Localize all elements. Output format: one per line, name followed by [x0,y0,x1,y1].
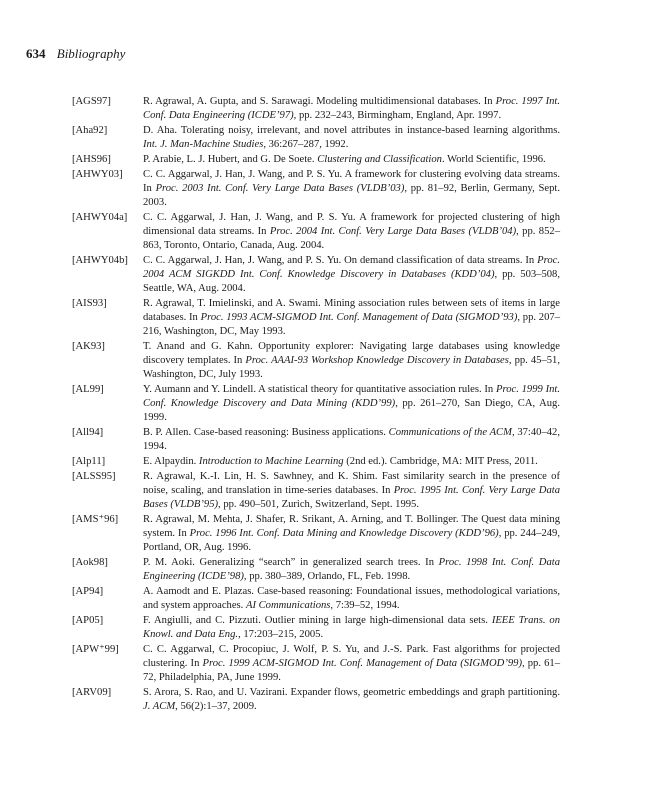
bib-entry [72,168,560,210]
bib-entry [72,470,560,512]
bib-entry [72,153,560,167]
reference-segment: R. Agrawal, K.-I. Lin, H. S. Sawhney, and K. Shim. Fast similarity search in the presence of noise, scaling, and translation in time-series databases. In [143,471,560,496]
reference-segment: S. Arora, S. Rao, and U. Vazirani. Expander flows, geometric embeddings and graph partitioning. [143,687,560,698]
reference-segment: R. Agrawal, M. Mehta, J. Shafer, R. Srikant, A. Arning, and T. Bollinger. The Quest data mining system. In [143,514,560,539]
reference-segment: C. C. Aggarwal, J. Han, J. Wang, and P. S. Yu. A framework for clustering evolving data streams. In [143,169,560,194]
reference-text [143,211,560,253]
reference-text [143,297,560,339]
page-number: 634 [26,46,46,61]
bib-entry [72,585,560,613]
reference-segment: , pp. 852–863, Toronto, Ontario, Canada, Aug. 2004. [143,226,560,251]
reference-venue: Proc. 1999 ACM-SIGMOD Int. Conf. Management of Data (SIGMOD’99) [202,658,522,669]
reference-segment: , 37:40–42, 1994. [143,427,560,452]
citation-key: [AGS97] [72,96,111,107]
reference-venue: Proc. AAAI-93 Workshop Knowledge Discovery in Databases [245,355,509,366]
citation-key: [ARV09] [72,687,112,698]
running-title: Bibliography [56,46,126,61]
citation-key: [Aha92] [72,125,108,136]
reference-venue: Introduction to Machine Learning [198,456,344,467]
bib-entry [72,95,560,123]
reference-segment: R. Agrawal, T. Imielinski, and A. Swami. Mining association rules between sets of items in large databases. In [143,298,560,323]
citation-key: [Alp11] [72,456,106,467]
reference-venue: Proc. 1996 Int. Conf. Data Mining and Knowledge Discovery (KDD’96) [189,528,499,539]
reference-text [143,153,560,167]
reference-text [143,455,560,469]
citation-key: [AHS96] [72,154,111,165]
reference-venue: Proc. 2004 ACM SIGKDD Int. Conf. Knowledge Discovery in Databases (KDD’04) [143,255,560,280]
bib-entry [72,455,560,469]
bib-entry [72,556,560,584]
reference-segment: C. C. Aggarwal, J. Han, J. Wang, and P. S. Yu. A framework for projected clustering of high dimensional data streams. In [143,212,560,237]
citation-key: [AHWY03] [72,169,123,180]
reference-segment: A. Aamodt and E. Plazas. Case-based reasoning: Foundational issues, methodological variations, and system approaches. [143,586,560,611]
reference-segment: R. Agrawal, A. Gupta, and S. Sarawagi. Modeling multidimensional databases. In [143,96,496,107]
reference-venue: Proc. 1999 Int. Conf. Knowledge Discovery and Data Mining (KDD’99) [143,384,560,409]
citation-key: [Aok98] [72,557,108,568]
citation-key: [AHWY04a] [72,212,128,223]
reference-segment: T. Anand and G. Kahn. Opportunity explorer: Navigating large databases using knowledge discovery templates. In [143,341,560,366]
reference-segment: P. Arabie, L. J. Hubert, and G. De Soete. [143,154,318,165]
citation-key: [AHWY04b] [72,255,128,266]
reference-venue: Int. J. Man-Machine Studies [143,139,264,150]
bib-entry [72,254,560,296]
reference-venue: Proc. 1998 Int. Conf. Data Engineering (ICDE’98) [143,557,560,582]
bib-entry [72,614,560,642]
reference-segment: (2nd ed.). Cambridge, MA: MIT Press, 2011. [343,456,538,467]
reference-text [143,556,560,584]
reference-segment: C. C. Aggarwal, J. Han, J. Wang, and P. S. Yu. On demand classification of data streams. In [143,255,538,266]
reference-venue: AI Communications [245,600,331,611]
reference-venue: Proc. 1997 Int. Conf. Data Engineering (ICDE’97) [143,96,561,121]
reference-segment: , 56(2):1–37, 2009. [175,701,257,712]
reference-segment: , pp. 45–51, Washington, DC, July 1993. [143,355,560,380]
bib-entry [72,383,560,425]
reference-segment: , pp. 207–216, Washington, DC, May 1993. [143,312,560,337]
bib-entry [72,513,560,555]
reference-venue: Proc. 2003 Int. Conf. Very Large Data Bases (VLDB’03) [155,183,405,194]
reference-segment: , pp. 232–243, Birmingham, England, Apr. 1997. [293,110,502,121]
bib-entry [72,643,560,685]
reference-segment: , pp. 490–501, Zurich, Switzerland, Sept. 1995. [218,499,419,510]
bibliography-list [72,95,560,715]
bib-entry [72,297,560,339]
reference-text [143,686,560,714]
citation-key: [AP94] [72,586,104,597]
reference-text [143,95,560,123]
reference-text [143,124,560,152]
running-header [26,46,125,62]
reference-segment: , pp. 503–508, Seattle, WA, Aug. 2004. [143,269,561,294]
bib-entry [72,686,560,714]
reference-segment: , 36:267–287, 1992. [263,139,349,150]
reference-venue: Clustering and Classification [317,154,442,165]
citation-key: [ALSS95] [72,471,116,482]
citation-key: [AP05] [72,615,104,626]
reference-segment: , pp. 244–249, Portland, OR, Aug. 1996. [143,528,561,553]
reference-segment: , pp. 261–270, San Diego, CA, Aug. 1999. [143,398,560,423]
bib-entry [72,340,560,382]
reference-segment: B. P. Allen. Case-based reasoning: Business applications. [143,427,389,438]
reference-text [143,426,560,454]
reference-segment: , 7:39–52, 1994. [330,600,400,611]
reference-text [143,254,560,296]
citation-key: [AL99] [72,384,104,395]
reference-segment: . World Scientific, 1996. [441,154,546,165]
reference-venue: Communications of the ACM [388,427,512,438]
reference-venue: Proc. 1993 ACM-SIGMOD Int. Conf. Management of Data (SIGMOD’93) [200,312,518,323]
reference-venue: Proc. 2004 Int. Conf. Very Large Data Bases (VLDB’04) [269,226,517,237]
reference-segment: , 17:203–215, 2005. [238,629,324,640]
reference-segment: C. C. Aggarwal, C. Procopiuc, J. Wolf, P. S. Yu, and J.-S. Park. Fast algorithms for projected clustering. In [143,644,560,669]
reference-segment: P. M. Aoki. Generalizing “search” in generalized search trees. In [143,557,439,568]
reference-text [143,614,560,642]
citation-key: [AIS93] [72,298,107,309]
reference-text [143,643,560,685]
reference-venue: IEEE Trans. on Knowl. and Data Eng. [143,615,560,640]
reference-venue: J. ACM [143,701,176,712]
citation-key: [AMS⁺96] [72,514,119,525]
bib-entry [72,426,560,454]
reference-segment: F. Angiulli, and C. Pizzuti. Outlier mining in large high-dimensional data sets. [143,615,492,626]
reference-segment: D. Aha. Tolerating noisy, irrelevant, and novel attributes in instance-based learning algorithms. [143,125,560,136]
bib-entry [72,211,560,253]
reference-segment: , pp. 61–72, Philadelphia, PA, June 1999. [143,658,561,683]
reference-venue: Proc. 1995 Int. Conf. Very Large Data Bases (VLDB’95) [143,485,560,510]
reference-segment: , pp. 380–389, Orlando, FL, Feb. 1998. [243,571,411,582]
reference-segment: , pp. 81–92, Berlin, Germany, Sept. 2003. [143,183,560,208]
bib-entry [72,124,560,152]
citation-key: [AK93] [72,341,105,352]
reference-text [143,340,560,382]
citation-key: [All94] [72,427,104,438]
reference-text [143,470,560,512]
reference-text [143,383,560,425]
reference-text [143,513,560,555]
reference-segment: E. Alpaydin. [143,456,199,467]
reference-segment: Y. Aumann and Y. Lindell. A statistical theory for quantitative association rules. In [143,384,496,395]
citation-key: [APW⁺99] [72,644,119,655]
reference-text [143,168,560,210]
reference-text [143,585,560,613]
